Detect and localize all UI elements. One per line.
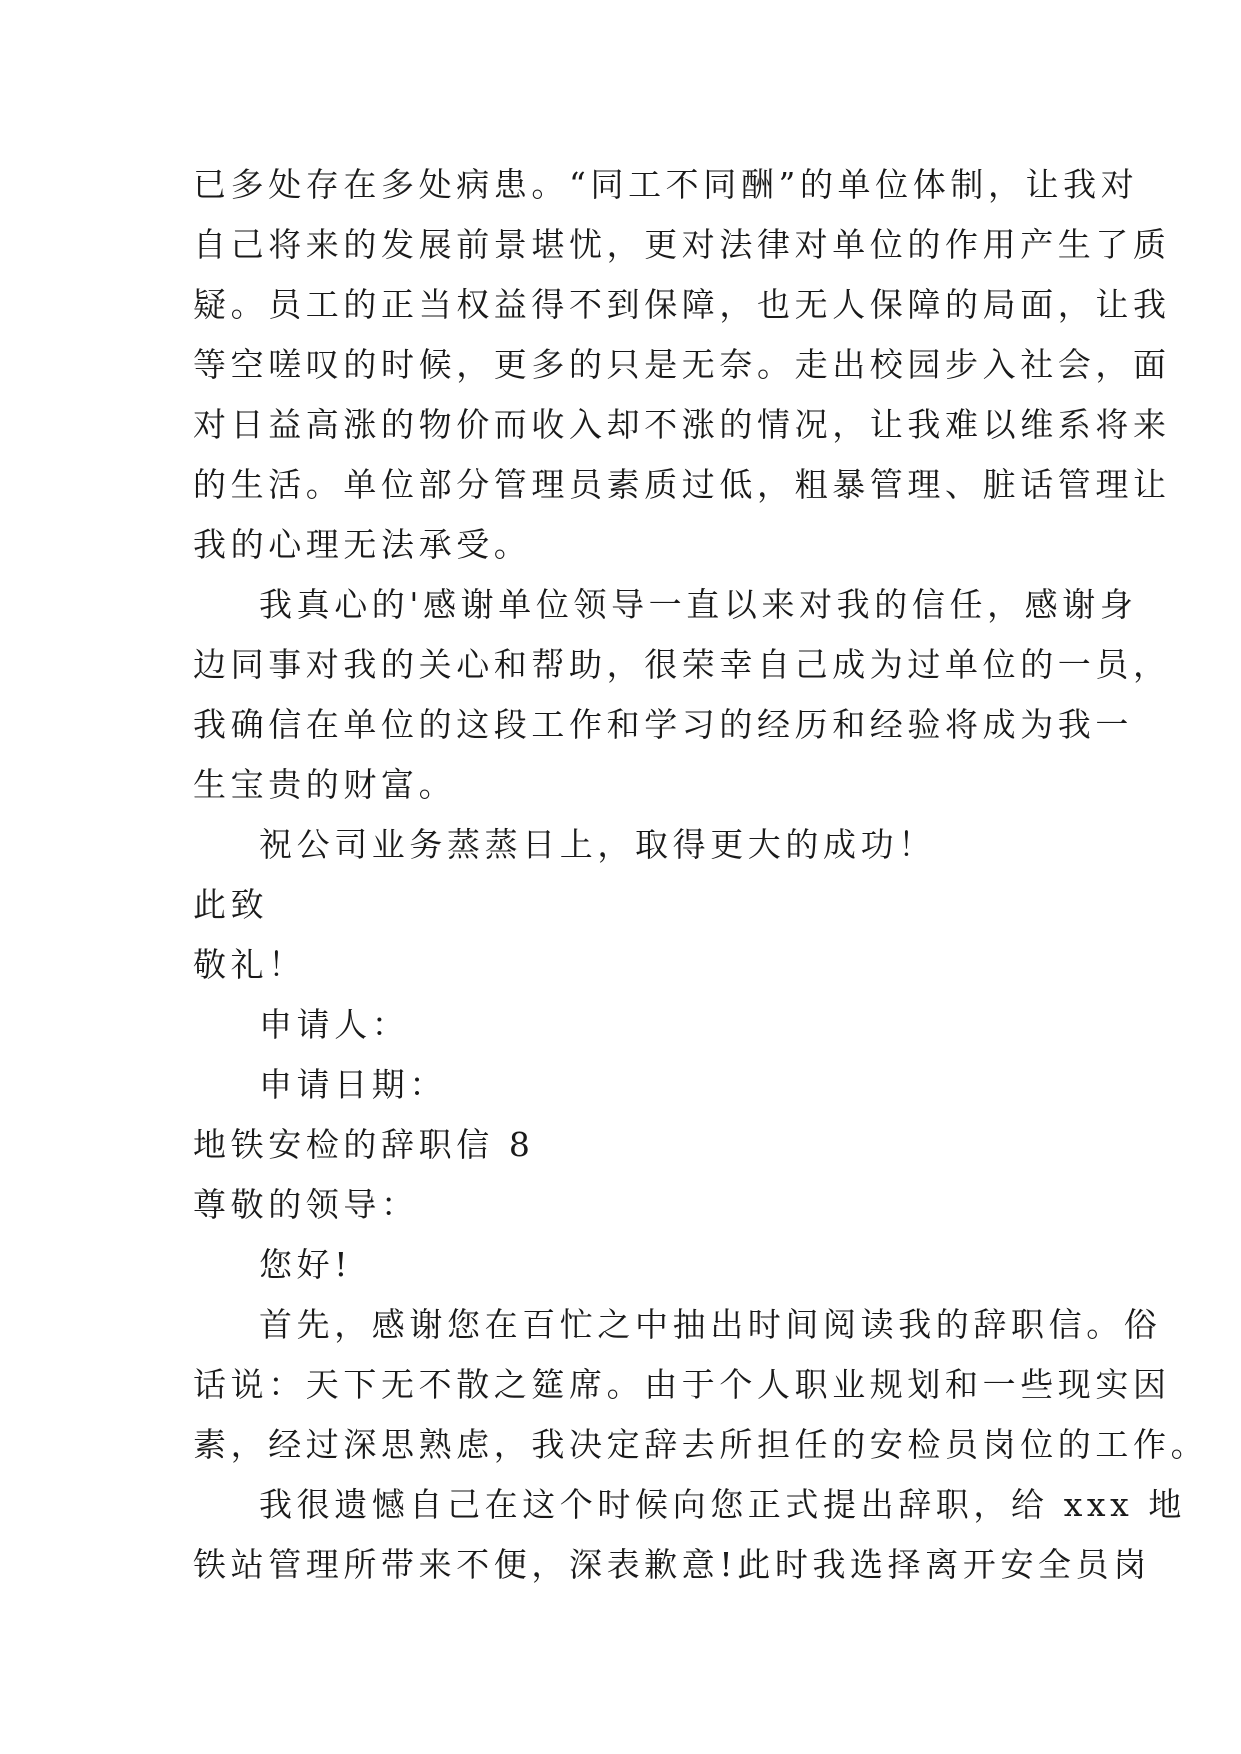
text-line: 的生活。单位部分管理员素质过低，粗暴管理、脏话管理让: [193, 465, 1171, 504]
text-line: 自己将来的发展前景堪忧，更对法律对单位的作用产生了质: [193, 225, 1171, 264]
text-line: 敬礼！: [193, 945, 306, 984]
text-line: 素，经过深思熟虑，我决定辞去所担任的安检员岗位的工作。: [193, 1425, 1209, 1464]
text-line: 边同事对我的关心和帮助，很荣幸自己成为过单位的一员，: [193, 645, 1171, 684]
document-body: [193, 155, 1209, 1595]
text-line: 已多处存在多处病患。“同工不同酬”的单位体制，让我对: [193, 165, 1139, 204]
text-line: 申请日期：: [259, 1065, 447, 1104]
text-line: 祝公司业务蒸蒸日上，取得更大的成功！: [259, 825, 936, 864]
text-line: 此致: [193, 885, 269, 924]
text-line: 我确信在单位的这段工作和学习的经历和经验将成为我一: [193, 705, 1133, 744]
text-line: 生宝贵的财富。: [193, 765, 457, 804]
text-line: 尊敬的领导：: [193, 1185, 419, 1224]
text-line: 等空嗟叹的时候，更多的只是无奈。走出校园步入社会，面: [193, 345, 1171, 384]
text-line: 地铁安检的辞职信 8: [193, 1125, 535, 1164]
text-line: 铁站管理所带来不便，深表歉意!此时我选择离开安全员岗: [193, 1545, 1151, 1584]
text-line: 首先，感谢您在百忙之中抽出时间阅读我的辞职信。俗: [259, 1305, 1162, 1344]
text-line: 对日益高涨的物价而收入却不涨的情况，让我难以维系将来: [193, 405, 1171, 444]
text-line: 我很遗憾自己在这个时候向您正式提出辞职，给 xxx 地: [259, 1485, 1187, 1524]
text-line: 疑。员工的正当权益得不到保障，也无人保障的局面，让我: [193, 285, 1171, 324]
text-line: 话说：天下无不散之筵席。由于个人职业规划和一些现实因: [193, 1365, 1171, 1404]
text-line: 我的心理无法承受。: [193, 525, 532, 564]
text-line: 申请人：: [259, 1005, 410, 1044]
text-line: 我真心的'感谢单位领导一直以来对我的信任，感谢身: [259, 585, 1138, 624]
text-line: 您好!: [259, 1245, 353, 1284]
